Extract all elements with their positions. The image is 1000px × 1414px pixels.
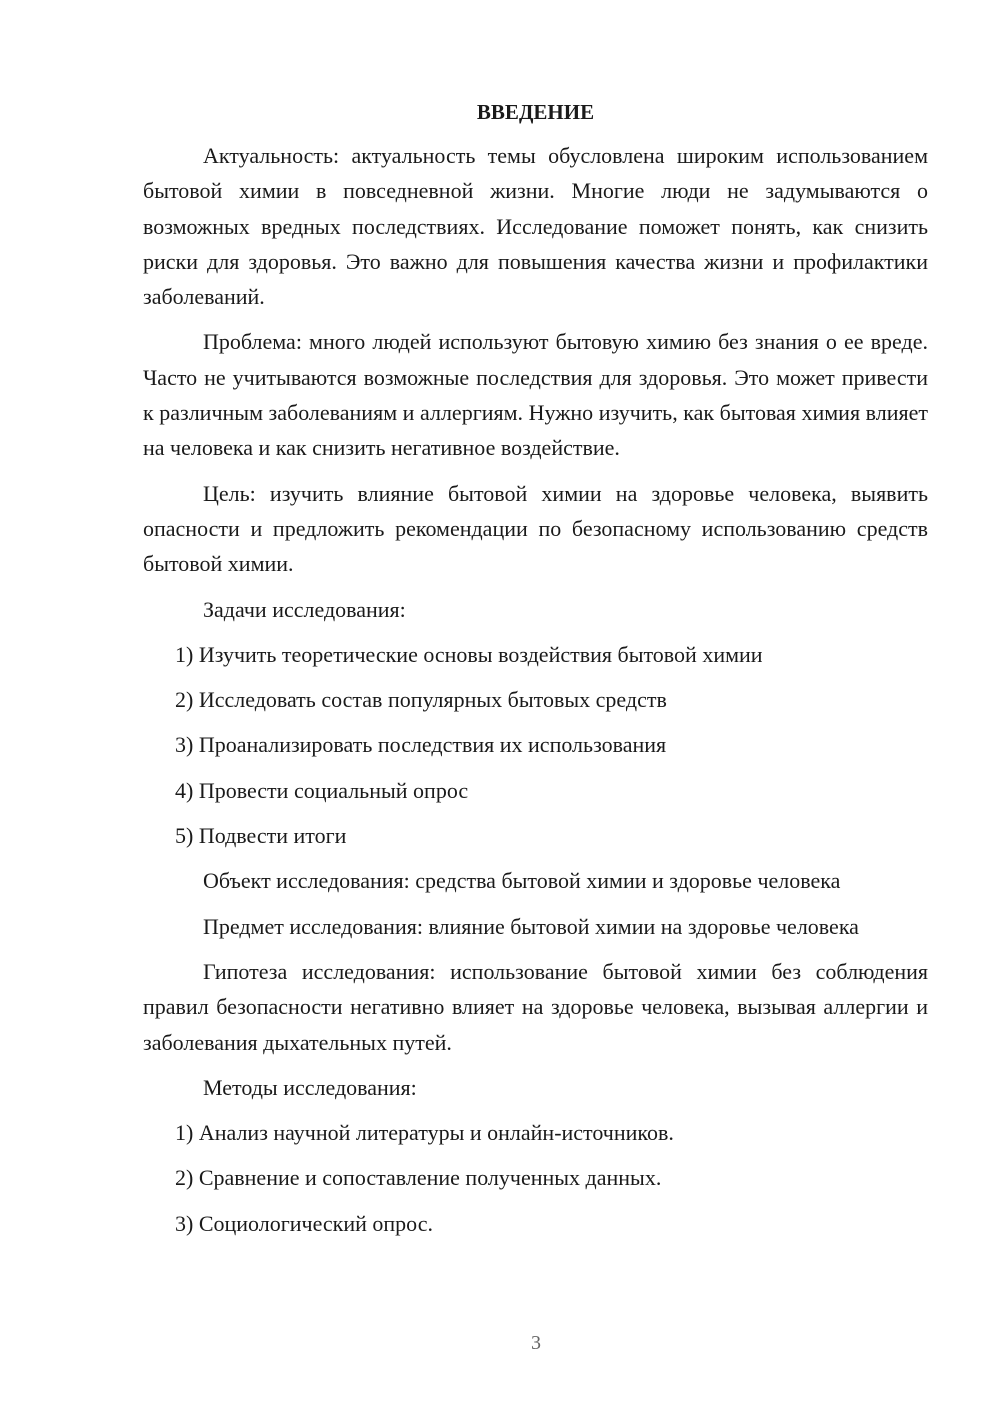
goal-paragraph: Цель: изучить влияние бытовой химии на здоровье человека, выявить опасности и предложить рекомендации по безопасному использованию средств бытовой химии. — [143, 480, 928, 577]
page-number: 3 — [531, 1332, 541, 1354]
relevance-paragraph: Актуальность: актуальность темы обусловлена широким использованием бытовой химии в повседневной жизни. Многие люди не задумываются о возможных вредных последствиях. Исследование поможет понять, как снизить риски для здоровья. Это важно для повышения качества жизни и профилактики заболеваний. — [143, 143, 928, 310]
subject-paragraph: Предмет исследования: влияние бытовой химии на здоровье человека — [203, 913, 859, 939]
method-item: 1) Анализ научной литературы и онлайн-источников. — [175, 1120, 674, 1146]
task-item: 5) Подвести итоги — [175, 823, 347, 849]
object-paragraph: Объект исследования: средства бытовой химии и здоровье человека — [203, 868, 841, 894]
problem-paragraph: Проблема: много людей используют бытовую химию без знания о ее вреде. Часто не учитываются возможные последствия для здоровья. Это может привести к различным заболеваниям и аллергиям. Нужно изучить, как бытовая химия влияет на человека и как снизить негативное воздействие. — [143, 329, 928, 461]
method-item: 2) Сравнение и сопоставление полученных данных. — [175, 1165, 662, 1191]
tasks-list — [143, 637, 928, 853]
task-item: 4) Провести социальный опрос — [175, 777, 469, 803]
method-item: 3) Социологический опрос. — [175, 1210, 433, 1236]
task-item: 1) Изучить теоретические основы воздействия бытовой химии — [175, 641, 763, 667]
hypothesis-paragraph: Гипотеза исследования: использование бытовой химии без соблюдения правил безопасности негативно влияет на здоровье человека, вызывая аллергии и заболевания дыхательных путей. — [143, 958, 928, 1055]
tasks-heading: Задачи исследования: — [203, 596, 406, 622]
methods-list — [143, 1115, 928, 1241]
task-item: 3) Проанализировать последствия их использования — [175, 732, 667, 758]
task-item: 2) Исследовать состав популярных бытовых средств — [175, 687, 667, 713]
document-body — [143, 96, 928, 1251]
section-title: ВВЕДЕНИЕ — [476, 100, 595, 124]
methods-heading: Методы исследования: — [203, 1074, 417, 1100]
